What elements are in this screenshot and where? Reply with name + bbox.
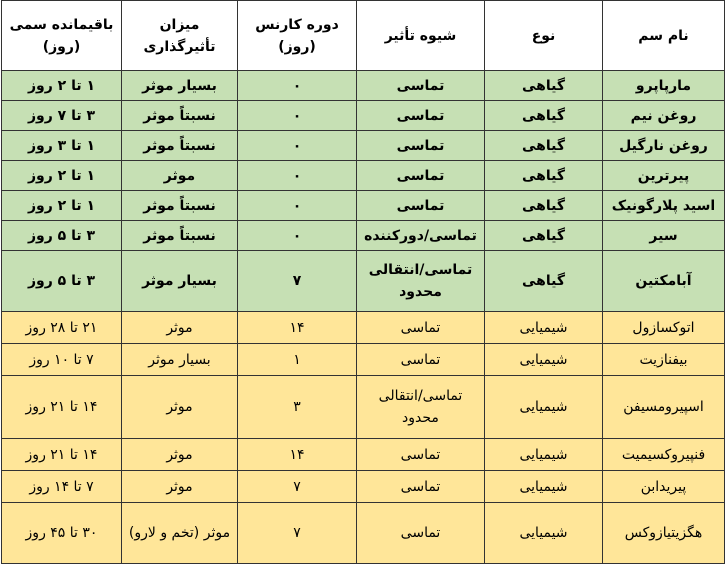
cell-method: تماسی <box>357 439 485 471</box>
cell-residual: ۷ تا ۱۴ روز <box>2 471 122 503</box>
pesticide-table <box>1 0 725 564</box>
cell-effect: بسیار موثر <box>122 251 238 312</box>
cell-name: فنپیروکسیمیت <box>603 439 725 471</box>
cell-residual: ۳۰ تا ۴۵ روز <box>2 503 122 564</box>
cell-residual: ۱ تا ۲ روز <box>2 191 122 221</box>
cell-name: روغن نیم <box>603 101 725 131</box>
table-row <box>2 221 725 251</box>
cell-type: گیاهی <box>485 71 603 101</box>
table-row <box>2 161 725 191</box>
cell-method: تماسی <box>357 161 485 191</box>
header-residual: باقیمانده سمی (روز) <box>2 1 122 71</box>
cell-residual: ۱۴ تا ۲۱ روز <box>2 376 122 439</box>
cell-type: شیمیایی <box>485 503 603 564</box>
cell-harvest: ۱۴ <box>238 312 357 344</box>
table-row <box>2 191 725 221</box>
cell-residual: ۳ تا ۵ روز <box>2 221 122 251</box>
cell-harvest: ۷ <box>238 503 357 564</box>
cell-harvest: ۰ <box>238 161 357 191</box>
header-method: شیوه تأثیر <box>357 1 485 71</box>
cell-effect: موثر <box>122 439 238 471</box>
cell-type: شیمیایی <box>485 376 603 439</box>
cell-effect: بسیار موثر <box>122 71 238 101</box>
cell-name: اسپیرومسیفن <box>603 376 725 439</box>
header-harvest: دوره کارنس (روز) <box>238 1 357 71</box>
table-row <box>2 439 725 471</box>
header-effect: میزان تأثیرگذاری <box>122 1 238 71</box>
cell-type: شیمیایی <box>485 344 603 376</box>
cell-effect: نسبتاً موثر <box>122 101 238 131</box>
cell-method: تماسی <box>357 312 485 344</box>
cell-type: شیمیایی <box>485 471 603 503</box>
cell-harvest: ۷ <box>238 251 357 312</box>
cell-harvest: ۰ <box>238 191 357 221</box>
header-name: نام سم <box>603 1 725 71</box>
cell-type: گیاهی <box>485 221 603 251</box>
cell-name: پیرترین <box>603 161 725 191</box>
cell-harvest: ۷ <box>238 471 357 503</box>
cell-name: سیر <box>603 221 725 251</box>
header-row <box>2 1 725 71</box>
cell-residual: ۲۱ تا ۲۸ روز <box>2 312 122 344</box>
table-row <box>2 503 725 564</box>
table-row <box>2 251 725 312</box>
cell-harvest: ۱۴ <box>238 439 357 471</box>
cell-method: تماسی/انتقالی محدود <box>357 251 485 312</box>
table-row <box>2 312 725 344</box>
header-type: نوع <box>485 1 603 71</box>
table-row <box>2 71 725 101</box>
cell-effect: موثر (تخم و لارو) <box>122 503 238 564</box>
cell-effect: موثر <box>122 161 238 191</box>
cell-harvest: ۰ <box>238 71 357 101</box>
cell-residual: ۱ تا ۲ روز <box>2 71 122 101</box>
cell-effect: نسبتاً موثر <box>122 131 238 161</box>
cell-name: پیریدابن <box>603 471 725 503</box>
cell-name: روغن نارگیل <box>603 131 725 161</box>
cell-name: آبامکتین <box>603 251 725 312</box>
cell-residual: ۱ تا ۲ روز <box>2 161 122 191</box>
cell-method: تماسی/دورکننده <box>357 221 485 251</box>
cell-type: گیاهی <box>485 191 603 221</box>
cell-method: تماسی <box>357 471 485 503</box>
cell-effect: نسبتاً موثر <box>122 221 238 251</box>
cell-name: مارپاپرو <box>603 71 725 101</box>
cell-type: گیاهی <box>485 131 603 161</box>
cell-type: شیمیایی <box>485 439 603 471</box>
table-row <box>2 376 725 439</box>
cell-residual: ۱ تا ۳ روز <box>2 131 122 161</box>
cell-effect: موثر <box>122 376 238 439</box>
cell-method: تماسی <box>357 71 485 101</box>
cell-method: تماسی <box>357 191 485 221</box>
table-row <box>2 101 725 131</box>
cell-name: بیفنازیت <box>603 344 725 376</box>
cell-method: تماسی <box>357 503 485 564</box>
cell-method: تماسی/انتقالی محدود <box>357 376 485 439</box>
cell-residual: ۳ تا ۷ روز <box>2 101 122 131</box>
cell-effect: موثر <box>122 471 238 503</box>
table-row <box>2 471 725 503</box>
cell-type: شیمیایی <box>485 312 603 344</box>
cell-name: اتوکسازول <box>603 312 725 344</box>
cell-type: گیاهی <box>485 101 603 131</box>
cell-harvest: ۰ <box>238 101 357 131</box>
cell-type: گیاهی <box>485 161 603 191</box>
cell-residual: ۱۴ تا ۲۱ روز <box>2 439 122 471</box>
cell-harvest: ۰ <box>238 221 357 251</box>
cell-name: اسید پلارگونیک <box>603 191 725 221</box>
cell-effect: موثر <box>122 312 238 344</box>
cell-harvest: ۱ <box>238 344 357 376</box>
cell-method: تماسی <box>357 131 485 161</box>
cell-name: هگزیتیازوکس <box>603 503 725 564</box>
cell-effect: نسبتاً موثر <box>122 191 238 221</box>
cell-harvest: ۰ <box>238 131 357 161</box>
cell-type: گیاهی <box>485 251 603 312</box>
cell-method: تماسی <box>357 344 485 376</box>
cell-effect: بسیار موثر <box>122 344 238 376</box>
cell-harvest: ۳ <box>238 376 357 439</box>
cell-residual: ۳ تا ۵ روز <box>2 251 122 312</box>
cell-method: تماسی <box>357 101 485 131</box>
table-row <box>2 344 725 376</box>
table-row <box>2 131 725 161</box>
cell-residual: ۷ تا ۱۰ روز <box>2 344 122 376</box>
